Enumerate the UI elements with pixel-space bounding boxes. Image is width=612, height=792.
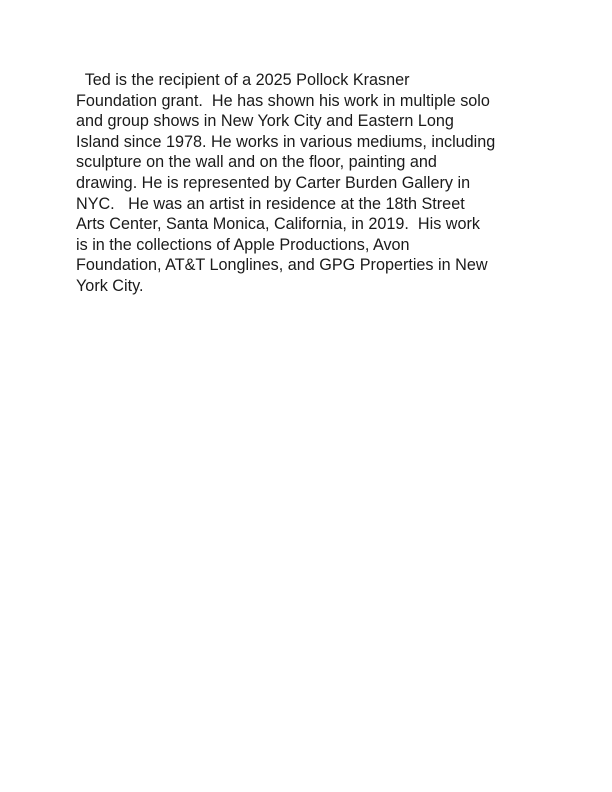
bio-line: NYC. He was an artist in residence at the 18th Street: [76, 194, 465, 213]
bio-line: Arts Center, Santa Monica, California, in 2019. His work: [76, 215, 480, 234]
bio-line: drawing. He is represented by Carter Burden Gallery in: [76, 173, 471, 192]
bio-line: York City.: [76, 276, 144, 295]
artist-bio-paragraph: [76, 70, 546, 297]
bio-line: Foundation grant. He has shown his work in multiple solo: [76, 91, 490, 110]
bio-line: Island since 1978. He works in various mediums, including: [76, 132, 496, 151]
bio-line: sculpture on the wall and on the floor, painting and: [76, 153, 437, 172]
bio-line: Foundation, AT&T Longlines, and GPG Properties in New: [76, 256, 488, 275]
bio-line: Ted is the recipient of a 2025 Pollock Krasner: [76, 71, 410, 89]
bio-line: and group shows in New York City and Eastern Long: [76, 112, 454, 131]
bio-line: is in the collections of Apple Productions, Avon: [76, 235, 410, 254]
